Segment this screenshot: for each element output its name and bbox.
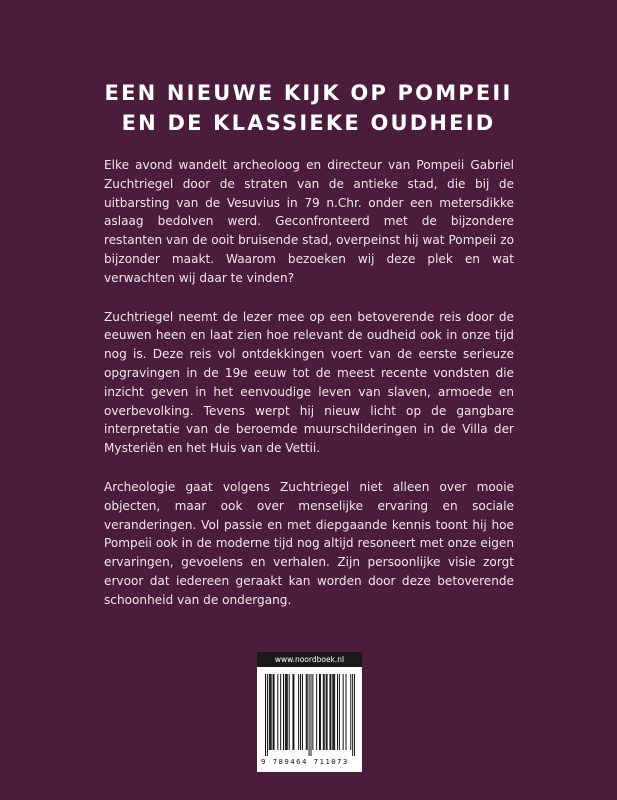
barcode-bar	[302, 674, 303, 750]
barcode-bar	[330, 674, 331, 750]
barcode-bar	[354, 674, 355, 756]
barcode-bar	[269, 674, 270, 750]
blurb-paragraph-1: Elke avond wandelt archeoloog en directeur van Pompeii Gabriel Zuchtriegel door de straten van de antieke stad, die bij de uitbarsting van de Vesuvius in 79 n.Chr. onder een metersdikke aslaag bedolven werd. Geconfronteerd met de bijzondere restanten van de ooit bruisende stad, overpeinst hij wat Pompeii zo bijzonder maakt. Waarom bezoeken wij deze plek en wat verwachten wij daar te vinden?	[104, 158, 514, 285]
barcode-bar	[310, 674, 311, 756]
isbn-number: 9 789464 711073	[261, 757, 349, 766]
barcode-bar	[273, 674, 274, 750]
barcode-bar	[319, 674, 320, 750]
barcode-bar	[287, 674, 288, 750]
blurb-paragraph-3: Archeologie gaat volgens Zuchtriegel niet alleen over mooie objecten, maar ook over menselijke ervaring en sociale veranderingen. Vol passie en met diepgaande kennis toont hij hoe Pompeii ook in de moderne tijd nog altijd resoneert met onze eigen ervaringen, gevoelens en verhalen. Zijn persoonlijke visie zorgt ervoor dat iedereen geraakt kan worden door deze betoverende schoonheid van de ondergang.	[104, 479, 514, 607]
barcode-bar	[323, 674, 324, 750]
barcode-bar	[293, 674, 294, 750]
barcode-bar	[285, 674, 286, 750]
barcode-bar	[306, 674, 307, 750]
barcode-bar	[277, 674, 278, 750]
barcode-bar	[292, 674, 293, 750]
cover-title	[0, 78, 617, 138]
barcode-bar	[316, 674, 317, 750]
barcode-bar	[280, 674, 281, 750]
barcode-bar	[332, 674, 333, 750]
barcode-bar	[307, 674, 308, 750]
barcode-bar	[270, 674, 271, 750]
barcode-bar	[300, 674, 301, 750]
publisher-url: www.noordboek.nl	[257, 652, 362, 667]
barcode-bar	[346, 674, 347, 750]
title-line-1: EEN NIEUWE KIJK OP POMPEII	[104, 81, 513, 105]
barcode-bar	[350, 674, 351, 750]
barcode-bar	[309, 674, 310, 756]
barcode-bar	[334, 674, 335, 750]
barcode-bar	[324, 674, 325, 750]
barcode-bar	[267, 674, 268, 756]
barcode-bar	[286, 674, 287, 750]
blurb	[104, 156, 514, 630]
isbn-barcode	[265, 674, 355, 756]
barcode-bar	[337, 674, 338, 750]
barcode-bar	[326, 674, 327, 750]
barcode-bar	[271, 674, 272, 750]
blurb-paragraph-2: Zuchtriegel neemt de lezer mee op een betoverende reis door de eeuwen heen en laat zien hoe relevant de oudheid ook in onze tijd nog is. Deze reis vol ontdekkingen voert van de eerste serieuze opgravingen in de 19e eeuw tot de meest recente vondsten die inzicht geven in het eenvoudige leven van slaven, armoede en overbevolking. Tevens werpt hij nieuw licht op de gangbare interpretatie van de beroemde muurschilderingen in de Villa der Mysteriën en het Huis van de Vettii.	[104, 309, 514, 456]
barcode-bar	[352, 674, 353, 756]
barcode-bar	[289, 674, 290, 750]
title-line-2: EN DE KLASSIEKE OUDHEID	[121, 111, 496, 135]
barcode-bar	[298, 674, 299, 750]
barcode-bar	[333, 674, 334, 750]
barcode-bar	[329, 674, 330, 750]
barcode-bar	[265, 674, 266, 756]
barcode-bar	[312, 674, 313, 750]
barcode-bar	[283, 674, 284, 750]
barcode-bar	[343, 674, 344, 750]
barcode-bar	[320, 674, 321, 750]
barcode-block	[257, 652, 362, 772]
barcode-bar	[339, 674, 340, 750]
barcode-bar	[327, 674, 328, 750]
barcode-bar	[274, 674, 275, 750]
